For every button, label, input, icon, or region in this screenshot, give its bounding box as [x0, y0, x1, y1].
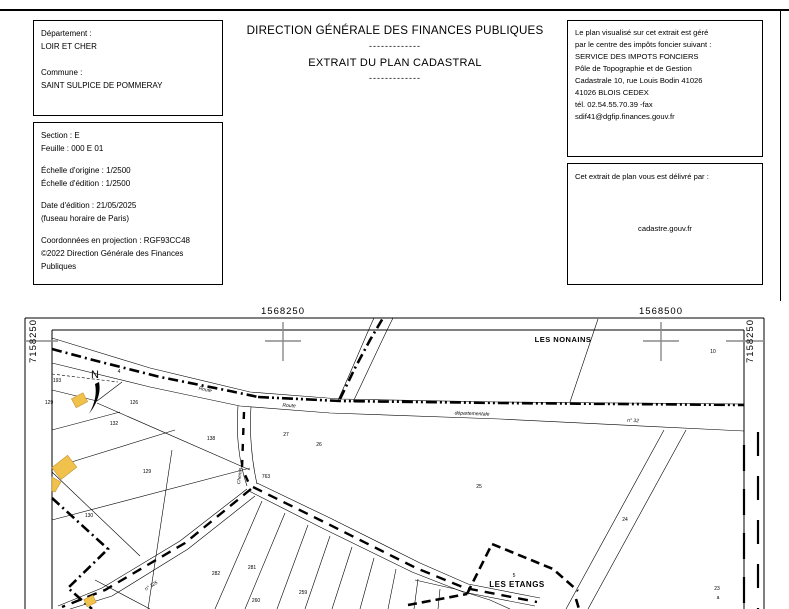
parcel-number: 763	[261, 474, 271, 480]
parcel-number: 126	[129, 400, 139, 406]
parcel-number: 23	[714, 586, 720, 592]
title-extrait-plan: EXTRAIT DU PLAN CADASTRAL	[308, 57, 482, 69]
map-frame	[25, 318, 764, 609]
fuseau-horaire: (fuseau horaire de Paris)	[41, 214, 130, 223]
etangs-boundary-line	[408, 544, 579, 609]
echelle-origine: Échelle d'origine : 1/2500	[41, 166, 131, 175]
buildings	[52, 393, 96, 607]
parcel-number: 259	[298, 590, 308, 596]
parcel-number: 260	[251, 598, 261, 604]
building-icon	[71, 393, 87, 408]
building-icon	[52, 455, 77, 479]
parcel-and-road-lines	[52, 318, 744, 609]
section-value: Section : E	[41, 131, 80, 140]
parcel-numbers	[45, 349, 720, 604]
title-direction-generale: DIRECTION GÉNÉRALE DES FINANCES PUBLIQUES	[246, 24, 544, 37]
service-line-4: Pôle de Topographie et de Gestion	[575, 64, 692, 73]
place-les-etangs: LES ETANGS	[489, 580, 545, 589]
north-label: N	[91, 369, 99, 381]
parcel-number: 5	[512, 573, 516, 579]
copyright-line2: Publiques	[41, 262, 77, 271]
parcel-number: 26	[316, 442, 322, 448]
service-line-5: Cadastrale 10, rue Louis Bodin 41026	[575, 76, 703, 85]
parcel-number: a	[716, 595, 720, 601]
echelle-edition: Échelle d'édition : 1/2500	[41, 179, 131, 188]
north-arrow-icon	[89, 382, 100, 414]
copyright-line1: ©2022 Direction Générale des Finances	[41, 249, 184, 258]
parcel-number: 10	[710, 349, 716, 355]
commune-value: SAINT SULPICE DE POMMERAY	[41, 81, 163, 90]
right-edge-boundary	[744, 432, 758, 609]
parcel-number: 193	[52, 378, 62, 384]
service-line-7: tél. 02.54.55.70.39 -fax	[575, 100, 653, 109]
title-separator-2: -------------	[369, 73, 421, 83]
parcel-number: 129	[44, 400, 54, 406]
parcel-number: 27	[283, 432, 289, 438]
department-label: Département :	[41, 29, 92, 38]
road-label-departementale: départementale	[454, 410, 490, 418]
department-value: LOIR ET CHER	[41, 42, 97, 51]
delivery-label: Cet extrait de plan vous est délivré par :	[575, 172, 709, 181]
cadastre-gouv-fr-link[interactable]: cadastre.gouv.fr	[638, 224, 692, 233]
service-line-1: Le plan visualisé sur cet extrait est géré	[575, 28, 709, 37]
chemin-bars	[62, 412, 537, 607]
place-les-nonains: LES NONAINS	[534, 335, 592, 344]
cross-1568250-icon	[265, 322, 301, 361]
service-line-6: 41026 BLOIS CEDEX	[575, 88, 649, 97]
parcel-number: 130	[84, 513, 94, 519]
projection: Coordonnées en projection : RGF93CC48	[41, 236, 190, 245]
date-edition: Date d'édition : 21/05/2025	[41, 201, 137, 210]
title-separator-1: -------------	[369, 41, 421, 51]
coord-y-left: 7158250	[28, 319, 39, 363]
commune-label: Commune :	[41, 68, 83, 77]
parcel-number: 282	[211, 571, 221, 577]
road-label-n325: n° 325	[144, 580, 160, 593]
parcel-number: 138	[206, 436, 216, 442]
coord-x1: 1568250	[261, 306, 305, 317]
feuille-value: Feuille : 000 E 01	[41, 144, 104, 153]
road-label-route-2: Route	[282, 402, 296, 410]
building-icon	[84, 595, 96, 606]
service-line-3: SERVICE DES IMPOTS FONCIERS	[575, 52, 699, 61]
service-line-2: par le centre des impôts foncier suivant :	[575, 40, 712, 49]
parcel-number: 281	[247, 565, 257, 571]
service-email: sdif41@dgfip.finances.gouv.fr	[575, 112, 675, 121]
parcel-number: 4	[117, 369, 121, 375]
coord-y-right: 7158250	[745, 319, 756, 363]
dashed-parcel-line	[52, 374, 118, 382]
coord-x2: 1568500	[639, 306, 683, 317]
road-label-chemin: Chemin	[237, 467, 244, 485]
parcel-number: 132	[109, 421, 119, 427]
grid-cross-marks	[25, 322, 764, 361]
road-label-route-1: Route	[198, 385, 213, 395]
parcel-number: 25	[476, 484, 482, 490]
cross-1568500-icon	[643, 322, 679, 361]
road-label-n32: n° 32	[627, 417, 640, 425]
parcel-number: 129	[142, 469, 152, 475]
parcel-number: 24	[622, 517, 628, 523]
